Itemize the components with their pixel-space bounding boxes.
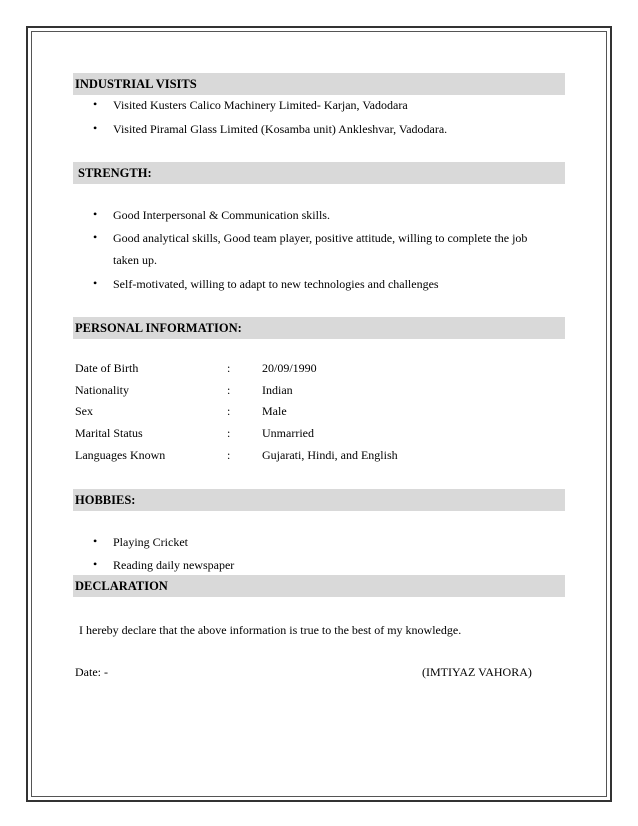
marital-status-value: Unmarried [262, 426, 314, 440]
signature-name: (IMTIYAZ VAHORA) [422, 665, 532, 679]
languages-separator: : [227, 448, 231, 462]
languages-label: Languages Known [75, 448, 166, 462]
hobby-item: Reading daily newspaper [113, 558, 235, 572]
date-label: Date: - [75, 665, 108, 679]
hobby-item: Playing Cricket [113, 535, 188, 549]
strength-item-continuation: taken up. [113, 253, 157, 267]
languages-value: Gujarati, Hindi, and English [262, 448, 398, 462]
strength-item: Good Interpersonal & Communication skills. [113, 208, 330, 222]
nationality-value: Indian [262, 383, 293, 397]
bullet: • [93, 276, 98, 290]
strength-item: Good analytical skills, Good team player, positive attitude, willing to complete the job [113, 231, 528, 245]
industrial-visit-item: Visited Kusters Calico Machinery Limited- Karjan, Vadodara [113, 98, 408, 112]
marital-status-separator: : [227, 426, 231, 440]
nationality-separator: : [227, 383, 231, 397]
industrial-visit-item: Visited Piramal Glass Limited (Kosamba unit) Ankleshvar, Vadodara. [113, 122, 448, 136]
strength-heading: STRENGTH: [73, 162, 565, 184]
nationality-label: Nationality [75, 383, 129, 397]
hobbies-heading: HOBBIES: [73, 489, 565, 511]
strength-item: Self-motivated, willing to adapt to new technologies and challenges [113, 277, 439, 291]
declaration-text: I hereby declare that the above information is true to the best of my knowledge. [79, 623, 462, 637]
declaration-heading: DECLARATION [73, 575, 565, 597]
dob-separator: : [227, 361, 231, 375]
bullet: • [93, 97, 98, 111]
bullet: • [93, 121, 98, 135]
dob-label: Date of Birth [75, 361, 139, 375]
bullet: • [93, 207, 98, 221]
personal-information-heading: PERSONAL INFORMATION: [73, 317, 565, 339]
sex-label: Sex [75, 404, 93, 418]
page-border-inner [31, 31, 607, 797]
bullet: • [93, 534, 98, 548]
bullet: • [93, 230, 98, 244]
dob-value: 20/09/1990 [262, 361, 317, 375]
bullet: • [93, 557, 98, 571]
sex-value: Male [262, 404, 287, 418]
sex-separator: : [227, 404, 231, 418]
industrial-visits-heading: INDUSTRIAL VISITS [73, 73, 565, 95]
marital-status-label: Marital Status [75, 426, 143, 440]
